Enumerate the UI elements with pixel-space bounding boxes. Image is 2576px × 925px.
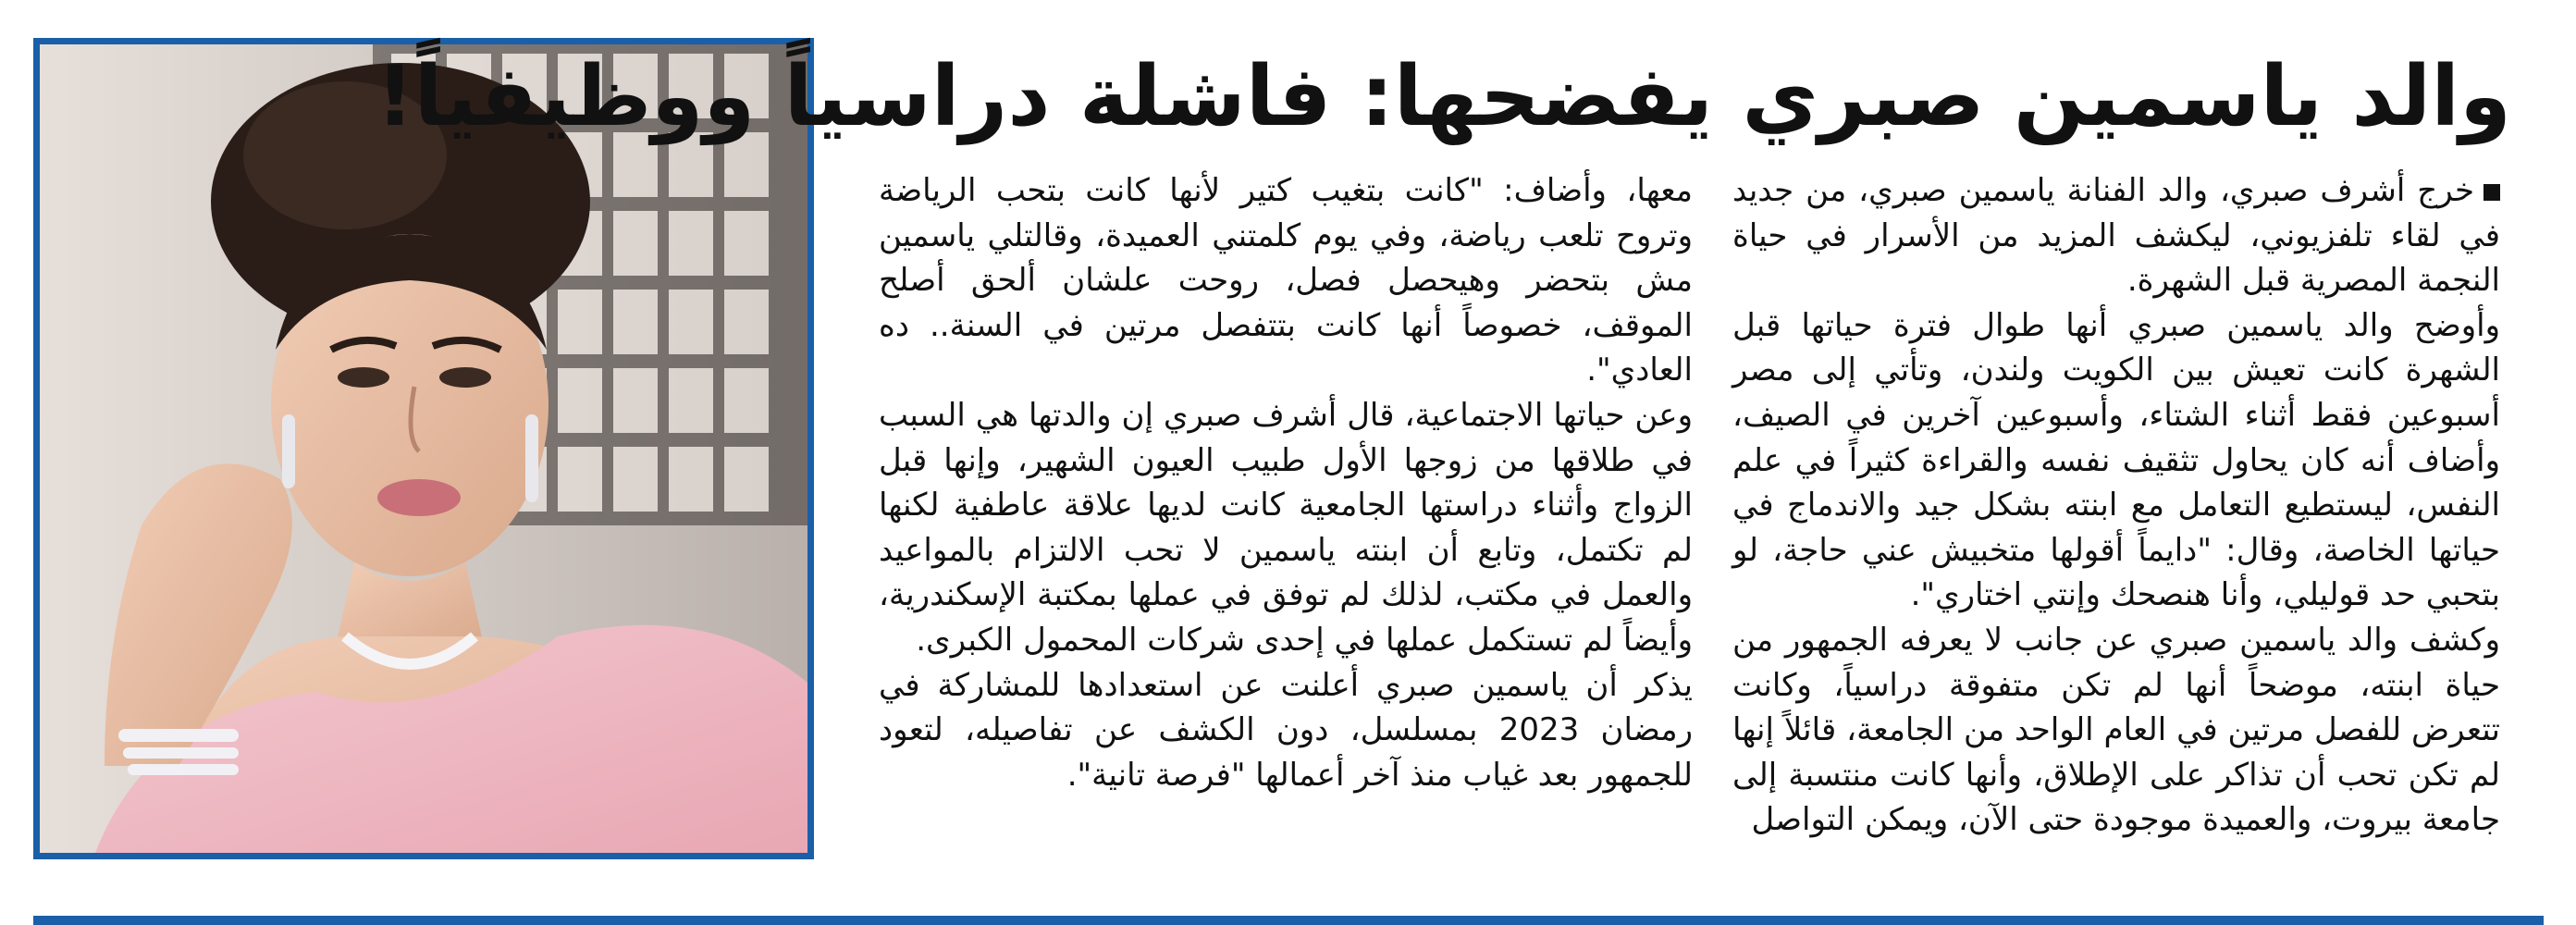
article-column-left <box>879 168 1693 797</box>
paragraph: وأوضح والد ياسمين صبري أنها طوال فترة حياتها قبل الشهرة كانت تعيش بين الكويت ولندن، وتأتي إلى مصر أسبوعين فقط أثناء الشتاء، وأسبوعين آخرين في الصيف، وأضاف أنه كان يحاول تثقيف نفسه والقراءة كثيراً في علم النفس، ليستطيع التعامل مع ابنته بشكل جيد والاندماج في حياتها الخاصة، وقال: "دايماً أقولها متخبيش عني حاجة، لو بتحبي حد قوليلي، وأنا هنصحك وإنتي اختاري". <box>1732 306 2500 614</box>
paragraph-text: خرج أشرف صبري، والد الفنانة ياسمين صبري، من جديد في لقاء تلفزيوني، ليكشف المزيد من الأسرار في حياة النجمة المصرية قبل الشهرة. <box>1732 172 2500 300</box>
headline: والد ياسمين صبري يفضحها: فاشلة دراسياً ووظيفياً! <box>376 48 2511 145</box>
paragraph: وعن حياتها الاجتماعية، قال أشرف صبري إن والدتها هي السبب في طلاقها من زوجها الأول طبيب العيون الشهير، وإنها قبل الزواج وأثناء دراستها الجامعية كانت لديها علاقة عاطفية لكنها لم تكتمل، وتابع أن ابنته ياسمين لا تحب الالتزام بالمواعيد والعمل في مكتب، لذلك لم توفق في عملها بمكتبة الإسكندرية، وأيضاً لم تستكمل عملها في إحدى شركات المحمول الكبرى. <box>879 396 1693 659</box>
article-column-right <box>1732 168 2500 843</box>
paragraph: وكشف والد ياسمين صبري عن جانب لا يعرفه الجمهور من حياة ابنته، موضحاً أنها لم تكن متفوقة دراسياً، وكانت تتعرض للفصل مرتين في العام الواحد من الجامعة، قائلاً إنها لم تكن تحب أن تذاكر على الإطلاق، وأنها كانت منتسبة إلى جامعة بيروت، والعميدة موجودة حتى الآن، ويمكن التواصل <box>1732 621 2500 839</box>
bullet-square-icon <box>2484 184 2500 201</box>
paragraph <box>1732 168 2500 303</box>
paragraph: يذكر أن ياسمين صبري أعلنت عن استعدادها للمشاركة في رمضان 2023 بمسلسل، دون الكشف عن تفاصيله، لتعود للجمهور بعد غياب منذ آخر أعمالها "فرصة تانية". <box>879 666 1693 794</box>
paragraph: معها، وأضاف: "كانت بتغيب كتير لأنها كانت بتحب الرياضة وتروح تلعب رياضة، وفي يوم كلمتني العميدة، وقالتلي ياسمين مش بتحضر وهيحصل فصل، روحت علشان ألحق أصلح الموقف، خصوصاً أنها كانت بتتفصل مرتين في السنة.. ده العادي". <box>879 172 1693 389</box>
bottom-rule <box>33 916 2544 925</box>
